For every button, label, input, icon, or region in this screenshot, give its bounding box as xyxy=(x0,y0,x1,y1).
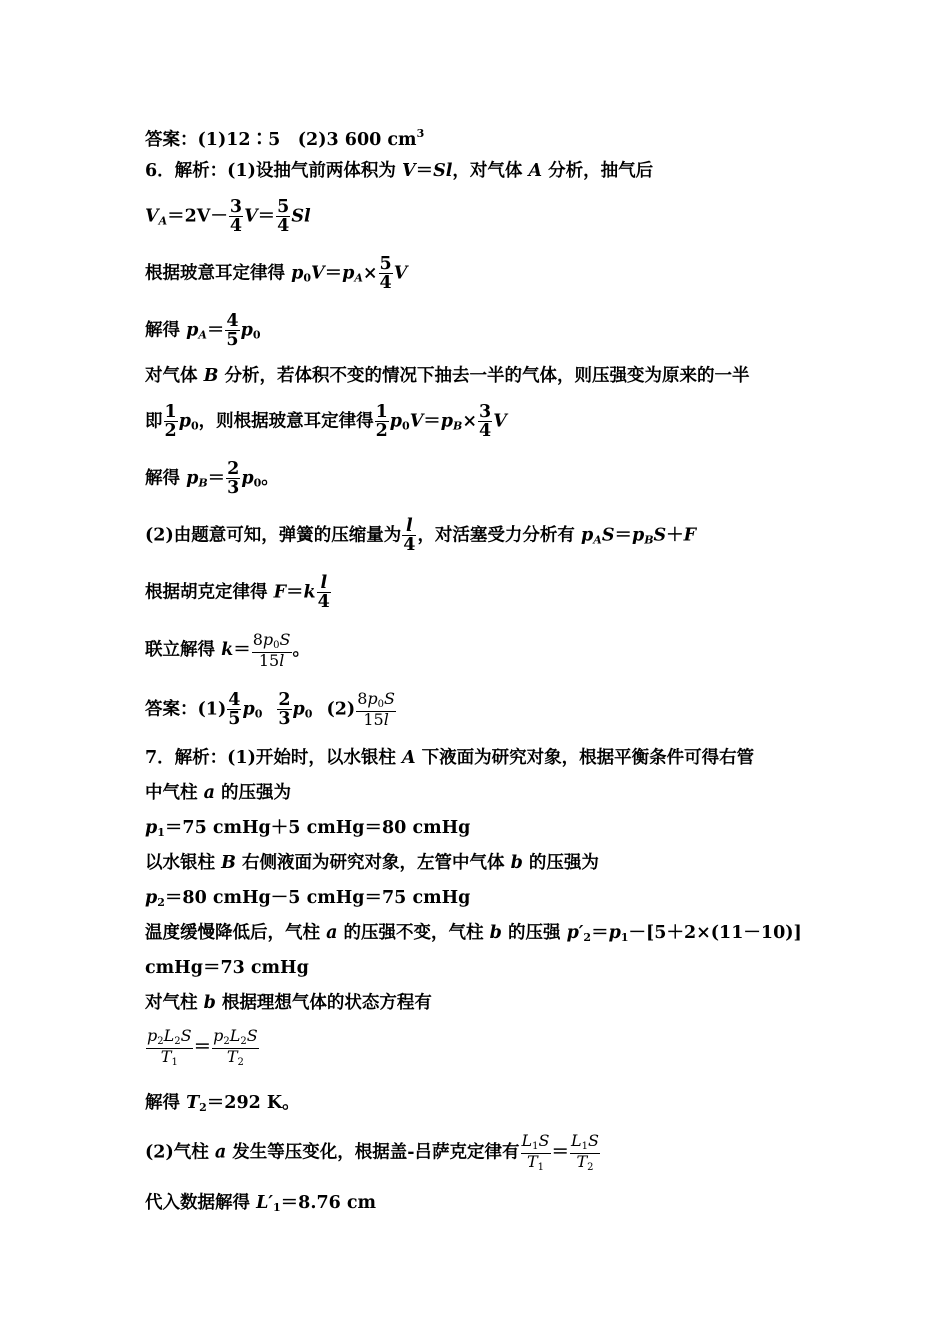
fraction: $\frac{4}{5}$ xyxy=(226,311,239,351)
solution-7-line2: 中气柱 a 的压强为 xyxy=(145,783,292,803)
fraction: $\frac{l}{4}$ xyxy=(317,573,330,613)
result-l1: 代入数据解得 $L'_1=8.76$ cm xyxy=(145,1193,377,1214)
fraction: $\frac{8p_0S}{15l}$ xyxy=(357,689,395,729)
fraction: $\frac{3}{4}$ xyxy=(479,402,492,442)
fraction: $\frac{L_1S}{T_1}$ xyxy=(521,1131,550,1173)
solution-6-intro: 6．解析：(1)设抽气前两体积为 V＝Sl，对气体 A 分析，抽气后 xyxy=(145,161,654,181)
result-pb: 解得 $p_B=$ $\frac{2}{3}$ $p_0$。 xyxy=(145,459,279,499)
solution-7-intro: 7．解析：(1)开始时，以水银柱 A 下液面为研究对象，根据平衡条件可得右管 xyxy=(145,748,755,768)
equation-boyle-b: 即 $\frac{1}{2}$ $p_0$，则根据玻意耳定律得 $\frac{1}{2}$ $p_0V=p_B\times$ $\frac{3}{4}$ V xyxy=(145,402,507,442)
gas-b-analysis: 对气体 B 分析，若体积不变的情况下抽去一半的气体，则压强变为原来的一半 xyxy=(145,366,750,386)
fraction: $\frac{5}{4}$ xyxy=(379,254,392,294)
fraction: $\frac{L_1S}{T_2}$ xyxy=(571,1131,599,1173)
equation-p1: $p_1=75$ cmHg＋5 cmHg＝80 cmHg xyxy=(145,818,471,839)
equation-va: $V_A=2V-$ $\frac{3}{4}$ V＝ $\frac{5}{4}$ Sl xyxy=(145,197,311,237)
fraction: $\frac{1}{2}$ xyxy=(164,402,177,442)
result-pa: 解得 $p_A=$ $\frac{4}{5}$ $p_0$ xyxy=(145,311,261,351)
part-2-spring: (2)由题意可知，弹簧的压缩量为 $\frac{l}{4}$ ，对活塞受力分析有 $p_AS=p_BS+F$ xyxy=(145,516,697,556)
result-k: 联立解得 k＝ $\frac{8p_0S}{15l}$ 。 xyxy=(145,630,311,670)
solution-7-line8: 对气柱 b 根据理想气体的状态方程有 xyxy=(145,993,432,1013)
part-2-gay-lussac: (2)气柱 a 发生等压变化，根据盖-吕萨克定律有 $\frac{L_1S}{T_1}$ ＝ $\frac{L_1S}{T_2}$ xyxy=(145,1131,599,1173)
fraction: $\frac{p_2L_2S}{T_2}$ xyxy=(213,1026,258,1068)
fraction: $\frac{5}{4}$ xyxy=(277,197,290,237)
fraction: $\frac{8p_0S}{15l}$ xyxy=(252,630,291,670)
fraction: $\frac{1}{2}$ xyxy=(375,402,388,442)
equation-p2: $p_2=80$ cmHg－5 cmHg＝75 cmHg xyxy=(145,888,471,909)
fraction: $\frac{2}{3}$ xyxy=(227,459,240,499)
fraction: $\frac{3}{4}$ xyxy=(229,197,243,237)
answer-5: 答案：(1)12∶5 (2)3 600 $cm^3$ xyxy=(145,127,425,150)
equation-hooke: 根据胡克定律得 F＝k $\frac{l}{4}$ xyxy=(145,573,330,613)
solution-7-line4: 以水银柱 B 右侧液面为研究对象，左管中气体 b 的压强为 xyxy=(145,853,599,873)
fraction: $\frac{4}{5}$ xyxy=(228,690,241,730)
fraction: $\frac{2}{3}$ xyxy=(278,690,291,730)
fraction: $\frac{l}{4}$ xyxy=(403,516,416,556)
equation-gas-law: $\frac{p_2L_2S}{T_1}$ ＝ $\frac{p_2L_2S}{T_2}$ xyxy=(147,1026,258,1068)
fraction: $\frac{p_2L_2S}{T_1}$ xyxy=(147,1026,192,1068)
solution-7-line6: 温度缓慢降低后，气柱 a 的压强不变，气柱 b 的压强 $p'_2=p_1-[5+2\times(11-10)]$ xyxy=(145,923,802,944)
answer-6: 答案：(1) $\frac{4}{5}$ $p_0$ $\frac{2}{3}$ $p_0$ (2) $\frac{8p_0S}{15l}$ xyxy=(145,689,395,730)
solution-7-line7: cmHg＝73 cmHg xyxy=(145,958,309,978)
equation-boyle-a: 根据玻意耳定律得 $p_0V=p_A\times$ $\frac{5}{4}$ V xyxy=(145,254,408,294)
result-t2: 解得 $T_2=292$ K。 xyxy=(145,1093,300,1114)
